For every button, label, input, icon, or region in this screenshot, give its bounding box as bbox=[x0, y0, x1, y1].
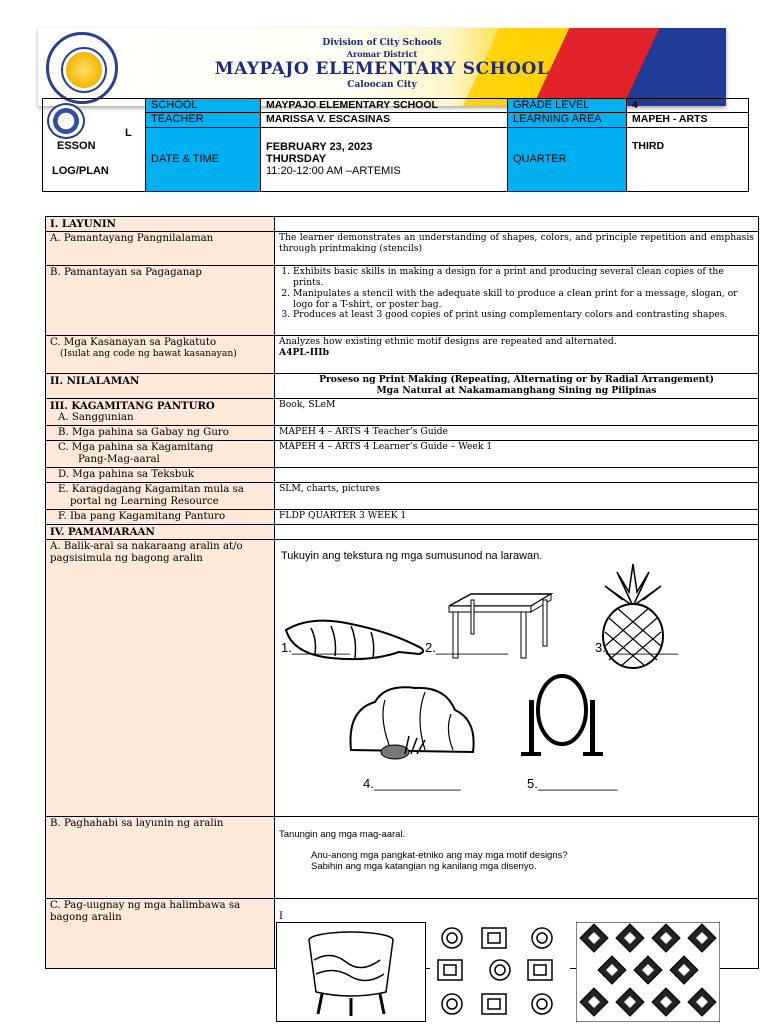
school-label: SCHOOL bbox=[146, 99, 261, 113]
teksbuk-label: D. Mga pahina sa Teksbuk bbox=[46, 467, 275, 482]
balik-aral-label: A. Balik-aral sa nakaraang aralin at/o pagsisimula ng bagong aralin bbox=[46, 540, 275, 817]
kasanayan-text: Analyzes how existing ethnic motif designs are repeated and alternated. bbox=[279, 336, 617, 348]
section-nilalaman: II. NILALAMAN bbox=[46, 374, 275, 399]
value-kasanayan bbox=[275, 336, 759, 374]
grade-value: 4 bbox=[627, 99, 749, 113]
blank-1[interactable]: 1.________ bbox=[281, 640, 350, 656]
deped-seal-icon bbox=[47, 103, 85, 139]
teacher-label: TEACHER bbox=[146, 113, 261, 127]
lesson-plan-table bbox=[45, 216, 759, 969]
banner-city: Caloocan City bbox=[347, 80, 417, 90]
mirror-picture bbox=[517, 672, 607, 758]
lesson-letter: L bbox=[125, 127, 132, 139]
paghahabi-task1: Tanungin ang mga mag-aaral. bbox=[279, 829, 406, 841]
time-text: 11:20-12:00 AM –ARTEMIS bbox=[266, 165, 401, 178]
rock-picture bbox=[345, 680, 481, 764]
area-label: LEARNING AREA bbox=[508, 113, 627, 127]
kagamitang-line1: C. Mga pahina sa Kagamitang bbox=[58, 441, 214, 453]
blank-3[interactable]: 3.__________ bbox=[595, 640, 679, 656]
paghahabi-task2: Anu-anong mga pangkat-etniko ang may mga motif designs? bbox=[311, 850, 568, 862]
school-value: MAYPAJO ELEMENTARY SCHOOL bbox=[261, 99, 508, 113]
label-pangnilalaman: A. Pamantayang Pangnilalaman bbox=[46, 232, 275, 266]
nilalaman-line2: Mga Natural at Nakamamanghang Sining ng Pilipinas bbox=[376, 384, 657, 396]
list-item: 1. Exhibits basic skills in making a design for a print and producing several clean copies of the prints. bbox=[293, 267, 754, 289]
list-item: 2. Manipulates a stencil with the adequate skill to produce a clean print for a message, slogan, or logo for a T-shirt, or poster bag. bbox=[293, 289, 754, 311]
blank-2[interactable]: 2.__________ bbox=[425, 640, 509, 656]
grade-label: GRADE LEVEL bbox=[508, 99, 627, 113]
date-text: FEBRUARY 23, 2023 bbox=[266, 141, 373, 154]
banner-school-name: MAYPAJO ELEMENTARY SCHOOL bbox=[214, 59, 550, 79]
iba-pang-value: FLDP QUARTER 3 WEEK 1 bbox=[275, 510, 759, 525]
paguugnay-label: C. Pag-uugnay ng mga halimbawa sa bagong aralin bbox=[46, 899, 275, 969]
banner-district: Aromar District bbox=[346, 49, 418, 59]
kagamitang-line2: Pang-Mag-aaral bbox=[78, 453, 160, 465]
teacher-value: MARISSA V. ESCASINAS bbox=[261, 113, 508, 127]
kagamitan-title: III. KAGAMITANG PANTURO bbox=[50, 399, 215, 412]
kagamitang-label bbox=[46, 440, 275, 467]
karagdagang-value: SLM, charts, pictures bbox=[275, 482, 759, 509]
paghahabi-task3: Sabihin ang mga katangian ng kanilang mga disenyo. bbox=[311, 861, 537, 873]
banner-division: Division of City Schools bbox=[322, 38, 442, 48]
log-plan-word: LOG/PLAN bbox=[52, 165, 109, 177]
school-banner bbox=[38, 28, 726, 106]
kagamitang-value: MAPEH 4 – ARTS 4 Learner’s Guide – Week 1 bbox=[275, 440, 759, 467]
section-pamamaraan: IV. PAMAMARAAN bbox=[46, 525, 275, 540]
value-pangnilalaman: The learner demonstrates an understanding of shapes, colors, and principle repetition and emphasis through printmaking (stencils) bbox=[275, 232, 759, 266]
area-value: MAPEH - ARTS bbox=[627, 113, 749, 127]
karagdagang-label bbox=[46, 482, 275, 509]
quarter-label: QUARTER bbox=[508, 127, 627, 191]
sanggunian-value: Book, SLeM bbox=[275, 398, 759, 425]
karagdagang-line1: E. Karagdagang Kagamitan mula sa bbox=[58, 483, 244, 495]
iba-pang-label: F. Iba pang Kagamitang Panturo bbox=[46, 510, 275, 525]
spiral-motif-picture bbox=[430, 922, 570, 1022]
lesson-header-table bbox=[42, 98, 749, 192]
paguugnay-frag1: I bbox=[279, 911, 283, 923]
ethnic-pot-picture bbox=[276, 922, 426, 1022]
quarter-value: THIRD bbox=[627, 127, 749, 191]
blank-5[interactable]: 5.___________ bbox=[527, 776, 618, 792]
gabay-label: B. Mga pahina sa Gabay ng Guro bbox=[46, 425, 275, 440]
paghahabi-label: B. Paghahabi sa layunin ng aralin bbox=[46, 817, 275, 899]
pillow-picture bbox=[281, 610, 431, 666]
diamond-motif-picture bbox=[576, 922, 720, 1022]
blank-4[interactable]: 4.____________ bbox=[363, 776, 461, 792]
balik-aral-worksheet bbox=[275, 540, 759, 817]
section-layunin: I. LAYUNIN bbox=[46, 217, 275, 232]
label-kagamitan bbox=[46, 398, 275, 425]
paghahabi-value bbox=[275, 817, 759, 899]
kasanayan-title: C. Mga Kasanayan sa Pagkatuto bbox=[50, 337, 217, 349]
deped-logo-cell bbox=[43, 99, 146, 192]
label-pagaganap: B. Pamantayan sa Pagaganap bbox=[46, 266, 275, 336]
list-item: 3. Produces at least 3 good copies of print using complementary colors and contrasting shapes. bbox=[293, 310, 754, 321]
date-label: DATE & TIME bbox=[146, 127, 261, 191]
karagdagang-line2: portal ng Learning Resource bbox=[70, 495, 219, 507]
day-text: THURSDAY bbox=[266, 153, 327, 166]
value-pagaganap bbox=[275, 266, 759, 336]
kasanayan-code: A4PL-IIIb bbox=[279, 346, 330, 358]
label-kasanayan bbox=[46, 336, 275, 374]
sanggunian-label: A. Sanggunian bbox=[58, 411, 134, 423]
worksheet-instruction: Tukuyin ang tekstura ng mga sumusunod na larawan. bbox=[281, 550, 543, 563]
lesson-word: ESSON bbox=[57, 140, 96, 152]
kasanayan-sub: (Isulat ang code ng bawat kasanayan) bbox=[60, 348, 237, 360]
date-value bbox=[261, 127, 508, 191]
value-nilalaman bbox=[275, 374, 759, 399]
nilalaman-line1: Proseso ng Print Making (Repeating, Alternating or by Radial Arrangement) bbox=[319, 374, 714, 386]
gabay-value: MAPEH 4 – ARTS 4 Teacher’s Guide bbox=[275, 425, 759, 440]
